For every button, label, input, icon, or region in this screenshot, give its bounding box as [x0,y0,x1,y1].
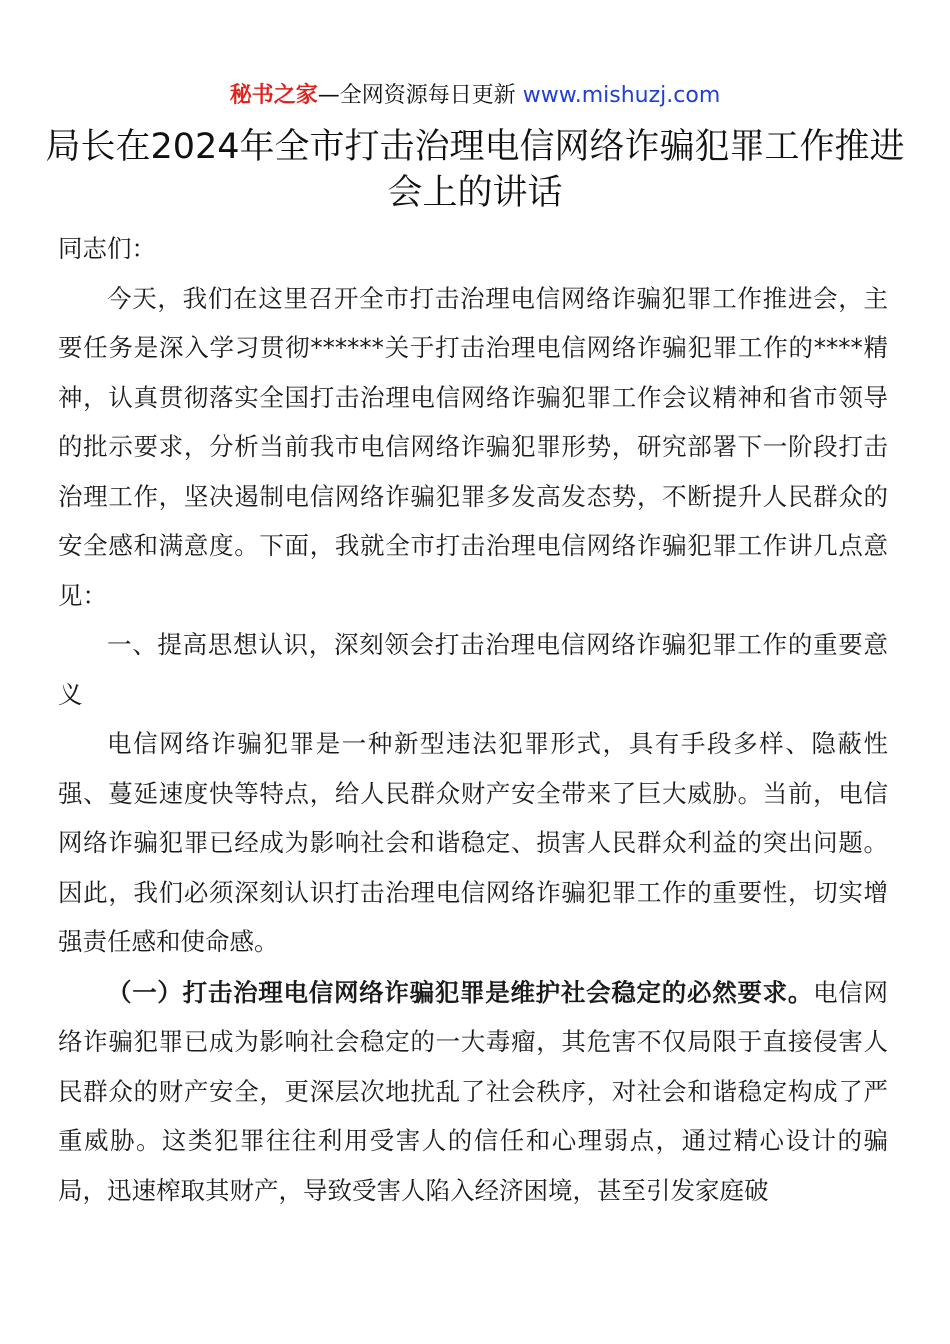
paragraph-intro: 今天，我们在这里召开全市打击治理电信网络诈骗犯罪工作推进会，主要任务是深入学习贯彻******关于打击治理电信网络诈骗犯罪工作的****精神，认真贯彻落实全国打击治理电信网络诈骗犯罪工作会议精神和省市领导的批示要求，分析当前我市电信网络诈骗犯罪形势，研究部署下一阶段打击治理工作，坚决遏制电信网络诈骗犯罪多发高发态势，不断提升人民群众的安全感和满意度。下面，我就全市打击治理电信网络诈骗犯罪工作讲几点意见： [58,283,888,610]
banner-tagline: —全网资源每日更新 [317,83,523,108]
salutation: 同志们： [58,234,156,263]
point-1-lead: （一）打击治理电信网络诈骗犯罪是维护社会稳定的必然要求。 [107,977,814,1007]
paragraph-point-1 [58,968,888,1216]
banner-url[interactable]: www.mishuzj.com [522,83,721,108]
paragraph-significance: 电信网络诈骗犯罪是一种新型违法犯罪形式，具有手段多样、隐蔽性强、蔓延速度快等特点，给人民群众财产安全带来了巨大威胁。当前，电信网络诈骗犯罪已经成为影响社会和谐稳定、损害人民群众利益的突出问题。因此，我们必须深刻认识打击治理电信网络诈骗犯罪工作的重要性，切实增强责任感和使命感。 [58,729,888,956]
point-1-text: 电信网络诈骗犯罪已成为影响社会稳定的一大毒瘤，其危害不仅局限于直接侵害人民群众的财产安全，更深层次地扰乱了社会秩序，对社会和谐稳定构成了严重威胁。这类犯罪往往利用受害人的信任和心理弱点，通过精心设计的骗局，迅速榨取其财产，导致受害人陷入经济困境，甚至引发家庭破 [58,977,889,1205]
site-banner [0,80,950,112]
section-heading-1: 一、提高思想认识，深刻领会打击治理电信网络诈骗犯罪工作的重要意义 [58,630,888,709]
banner-brand: 秘书之家 [229,83,318,108]
document-body [58,224,888,1215]
document-title: 局长在2024年全市打击治理电信网络诈骗犯罪工作推进会上的讲话 [45,127,905,213]
